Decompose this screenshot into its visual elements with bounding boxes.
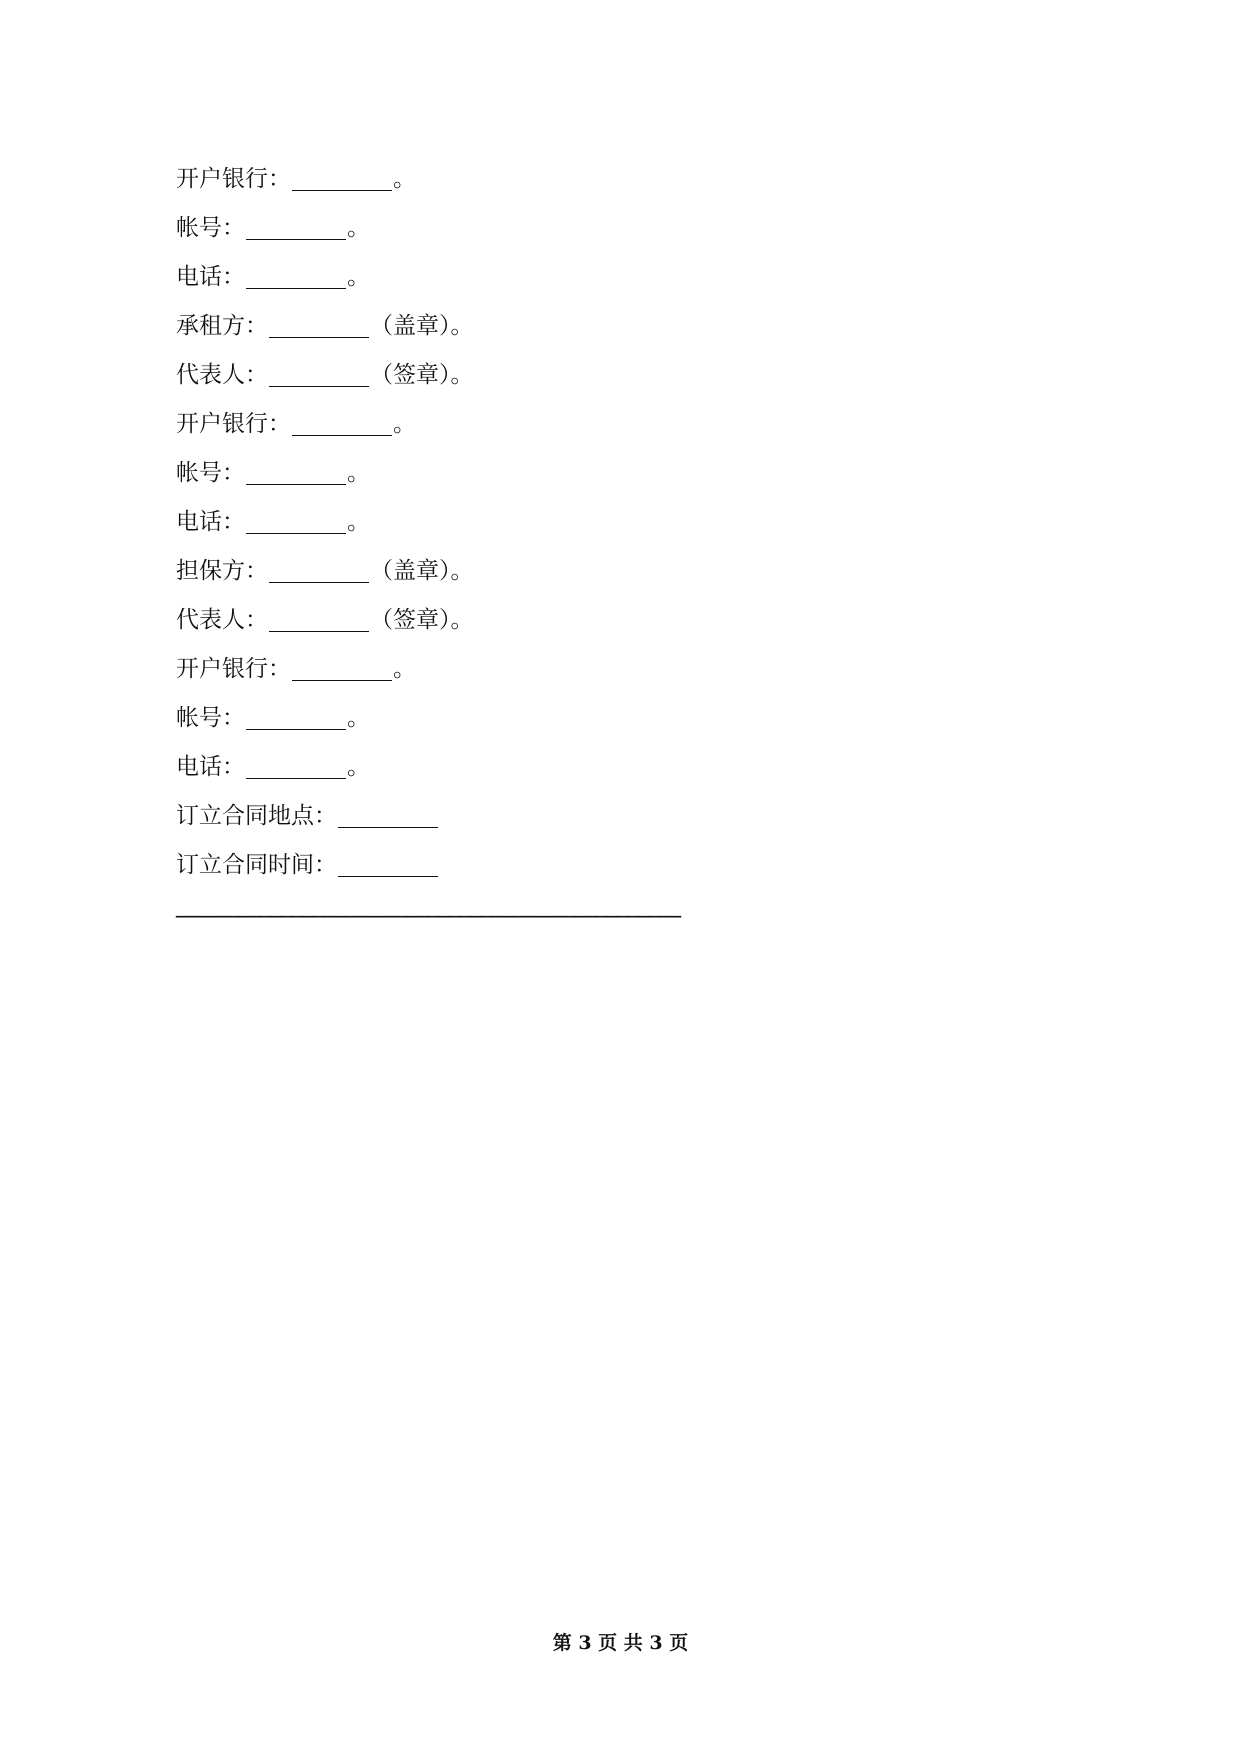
form-line-phone-3 [176,743,1076,792]
field-label: 订立合同时间： [176,852,337,878]
blank-line [246,707,346,730]
document-body [176,155,1076,890]
field-label: 代表人： [176,607,268,633]
blank-line [292,168,392,191]
form-line-signing-place [176,792,1076,841]
field-label: 电话： [176,264,245,290]
form-line-lessee [176,302,1076,351]
field-suffix: 。 [393,411,416,437]
form-line-account-2 [176,449,1076,498]
form-line-phone-1 [176,253,1076,302]
field-label: 开户银行： [176,166,291,192]
field-suffix: 。 [347,264,370,290]
field-suffix: 。 [347,705,370,731]
blank-line [246,511,346,534]
field-suffix: 。 [347,215,370,241]
field-suffix: （盖章）。 [370,558,474,584]
blank-line [292,658,392,681]
field-suffix: （签章）。 [370,607,474,633]
form-line-bank-3 [176,645,1076,694]
field-label: 承租方： [176,313,268,339]
field-suffix: （盖章）。 [370,313,474,339]
field-label: 担保方： [176,558,268,584]
form-line-guarantor [176,547,1076,596]
field-suffix: 。 [347,509,370,535]
field-label: 电话： [176,509,245,535]
blank-line [246,756,346,779]
field-suffix: 。 [347,460,370,486]
blank-line [292,413,392,436]
blank-line [269,609,369,632]
field-label: 帐号： [176,215,245,241]
field-label: 开户银行： [176,411,291,437]
form-line-account-3 [176,694,1076,743]
form-line-bank-1 [176,155,1076,204]
form-line-account-1 [176,204,1076,253]
field-suffix: （签章）。 [370,362,474,388]
form-line-representative-1 [176,351,1076,400]
form-line-representative-2 [176,596,1076,645]
blank-line [246,462,346,485]
blank-line [269,560,369,583]
blank-line [269,315,369,338]
form-line-phone-2 [176,498,1076,547]
field-suffix: 。 [347,754,370,780]
field-label: 代表人： [176,362,268,388]
blank-line [246,266,346,289]
field-label: 帐号： [176,705,245,731]
form-line-signing-time [176,841,1076,890]
blank-line [269,364,369,387]
separator-line: ________________________________________________ [176,892,680,918]
blank-line [338,854,438,877]
form-line-bank-2 [176,400,1076,449]
field-suffix: 。 [393,166,416,192]
blank-line [246,217,346,240]
field-label: 订立合同地点： [176,803,337,829]
blank-line [338,805,438,828]
field-label: 开户银行： [176,656,291,682]
page-number-footer: 第 3 页 共 3 页 [552,1632,689,1654]
field-label: 电话： [176,754,245,780]
field-suffix: 。 [393,656,416,682]
field-label: 帐号： [176,460,245,486]
